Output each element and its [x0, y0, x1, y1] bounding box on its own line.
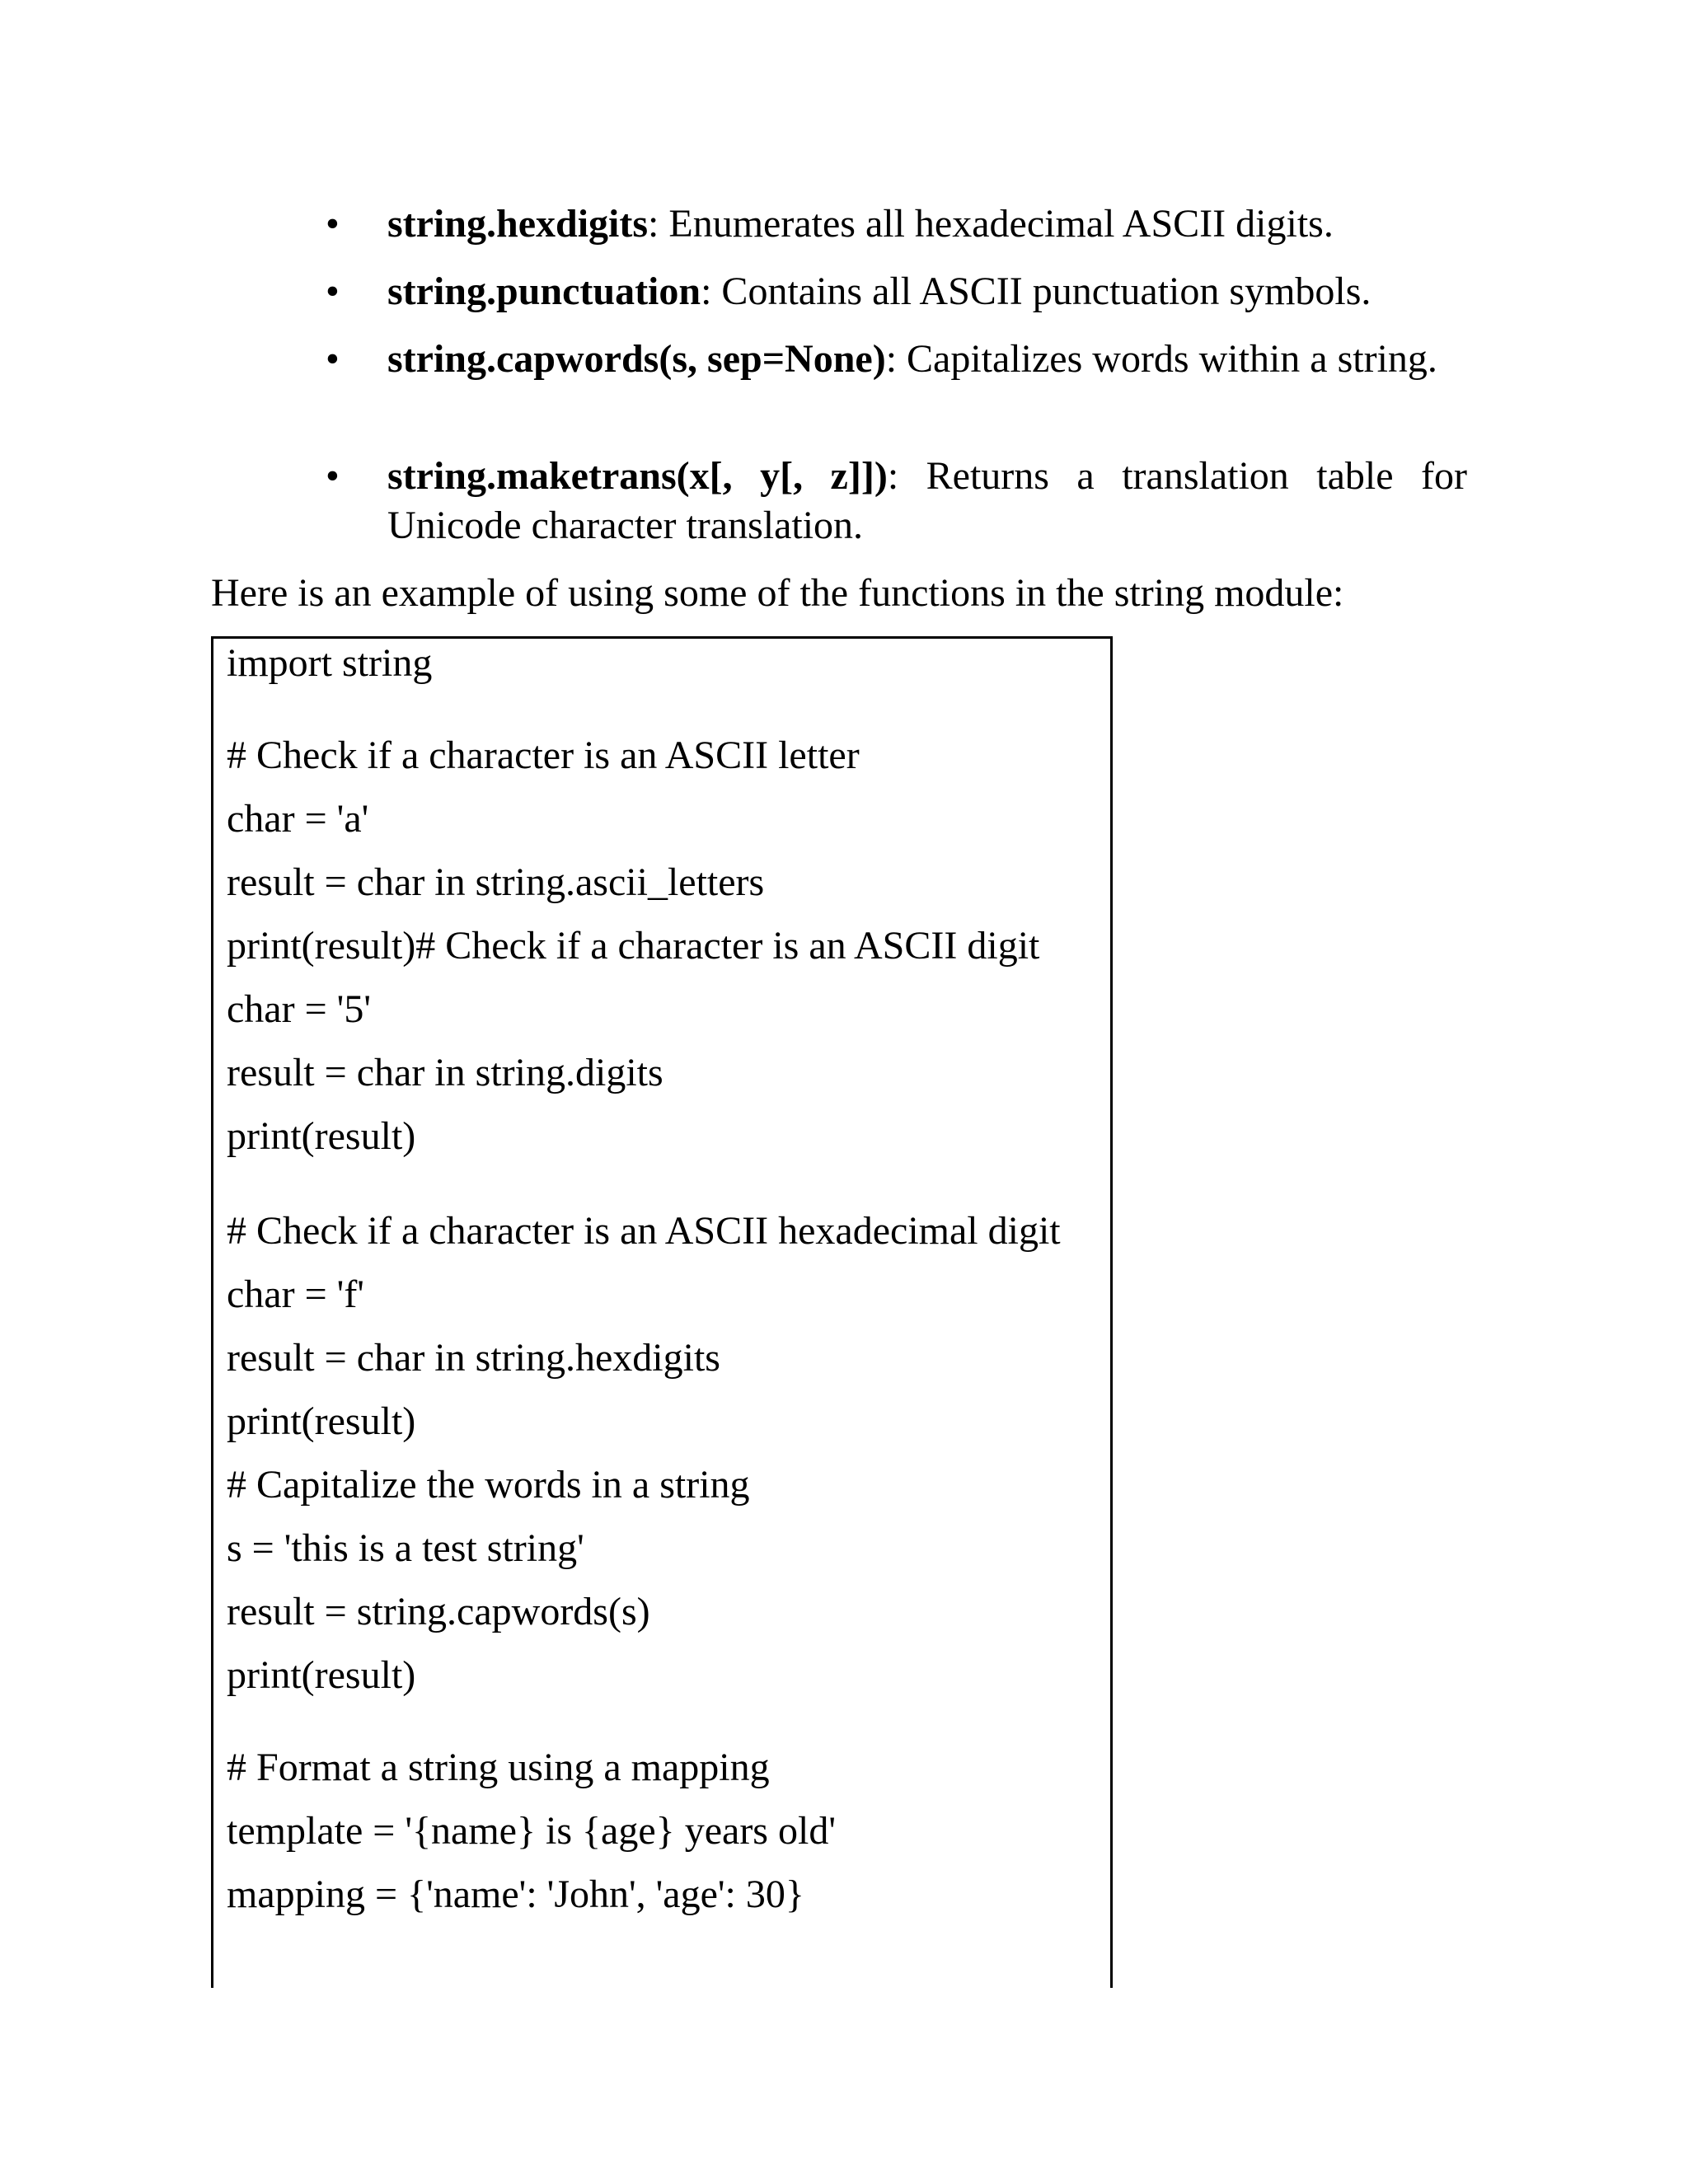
- bullet-desc: : Returns a translation table for Unicode character translation.: [387, 454, 1468, 547]
- bullet-item-hexdigits: [387, 199, 1467, 249]
- code-line: result = char in string.ascii_letters: [227, 860, 765, 904]
- bullet-desc: : Contains all ASCII punctuation symbols.: [701, 269, 1372, 313]
- code-line: # Capitalize the words in a string: [227, 1463, 750, 1507]
- code-line: result = string.capwords(s): [227, 1590, 650, 1633]
- code-line: # Check if a character is an ASCII hexadecimal digit: [227, 1209, 1061, 1253]
- code-line: print(result): [227, 1114, 416, 1158]
- bullet-item-capwords: [387, 335, 1467, 384]
- bullet-icon: •: [326, 202, 340, 246]
- intro-paragraph: Here is an example of using some of the functions in the string module:: [211, 571, 1344, 615]
- bullet-term: string.maketrans(x[, y[, z]]): [387, 454, 888, 498]
- code-line: result = char in string.hexdigits: [227, 1336, 720, 1380]
- code-line: # Check if a character is an ASCII letter: [227, 733, 860, 777]
- code-line: # Format a string using a mapping: [227, 1746, 770, 1789]
- code-line: import string: [227, 641, 433, 685]
- bullet-icon: •: [326, 454, 340, 498]
- code-line: char = 'f': [227, 1272, 364, 1316]
- code-line: char = 'a': [227, 797, 369, 841]
- code-line: print(result): [227, 1653, 416, 1697]
- bullet-icon: •: [326, 269, 340, 313]
- bullet-term: string.capwords(s, sep=None): [387, 337, 886, 381]
- bullet-term: string.punctuation: [387, 269, 701, 313]
- code-line: print(result): [227, 1399, 416, 1443]
- bullet-item-punctuation: [387, 267, 1467, 316]
- code-block: [211, 636, 1113, 1988]
- code-line: char = '5': [227, 987, 371, 1031]
- bullet-desc: : Capitalizes words within a string.: [885, 337, 1437, 381]
- bullet-icon: •: [326, 337, 340, 381]
- bullet-term: string.hexdigits: [387, 202, 649, 246]
- bullet-desc: : Enumerates all hexadecimal ASCII digits.: [648, 202, 1334, 246]
- code-line: s = 'this is a test string': [227, 1526, 584, 1570]
- code-line: print(result)# Check if a character is an ASCII digit: [227, 924, 1040, 968]
- code-line: template = '{name} is {age} years old': [227, 1809, 836, 1853]
- code-line: mapping = {'name': 'John', 'age': 30}: [227, 1872, 804, 1916]
- code-line: result = char in string.digits: [227, 1051, 663, 1094]
- bullet-item-maketrans: [387, 452, 1467, 551]
